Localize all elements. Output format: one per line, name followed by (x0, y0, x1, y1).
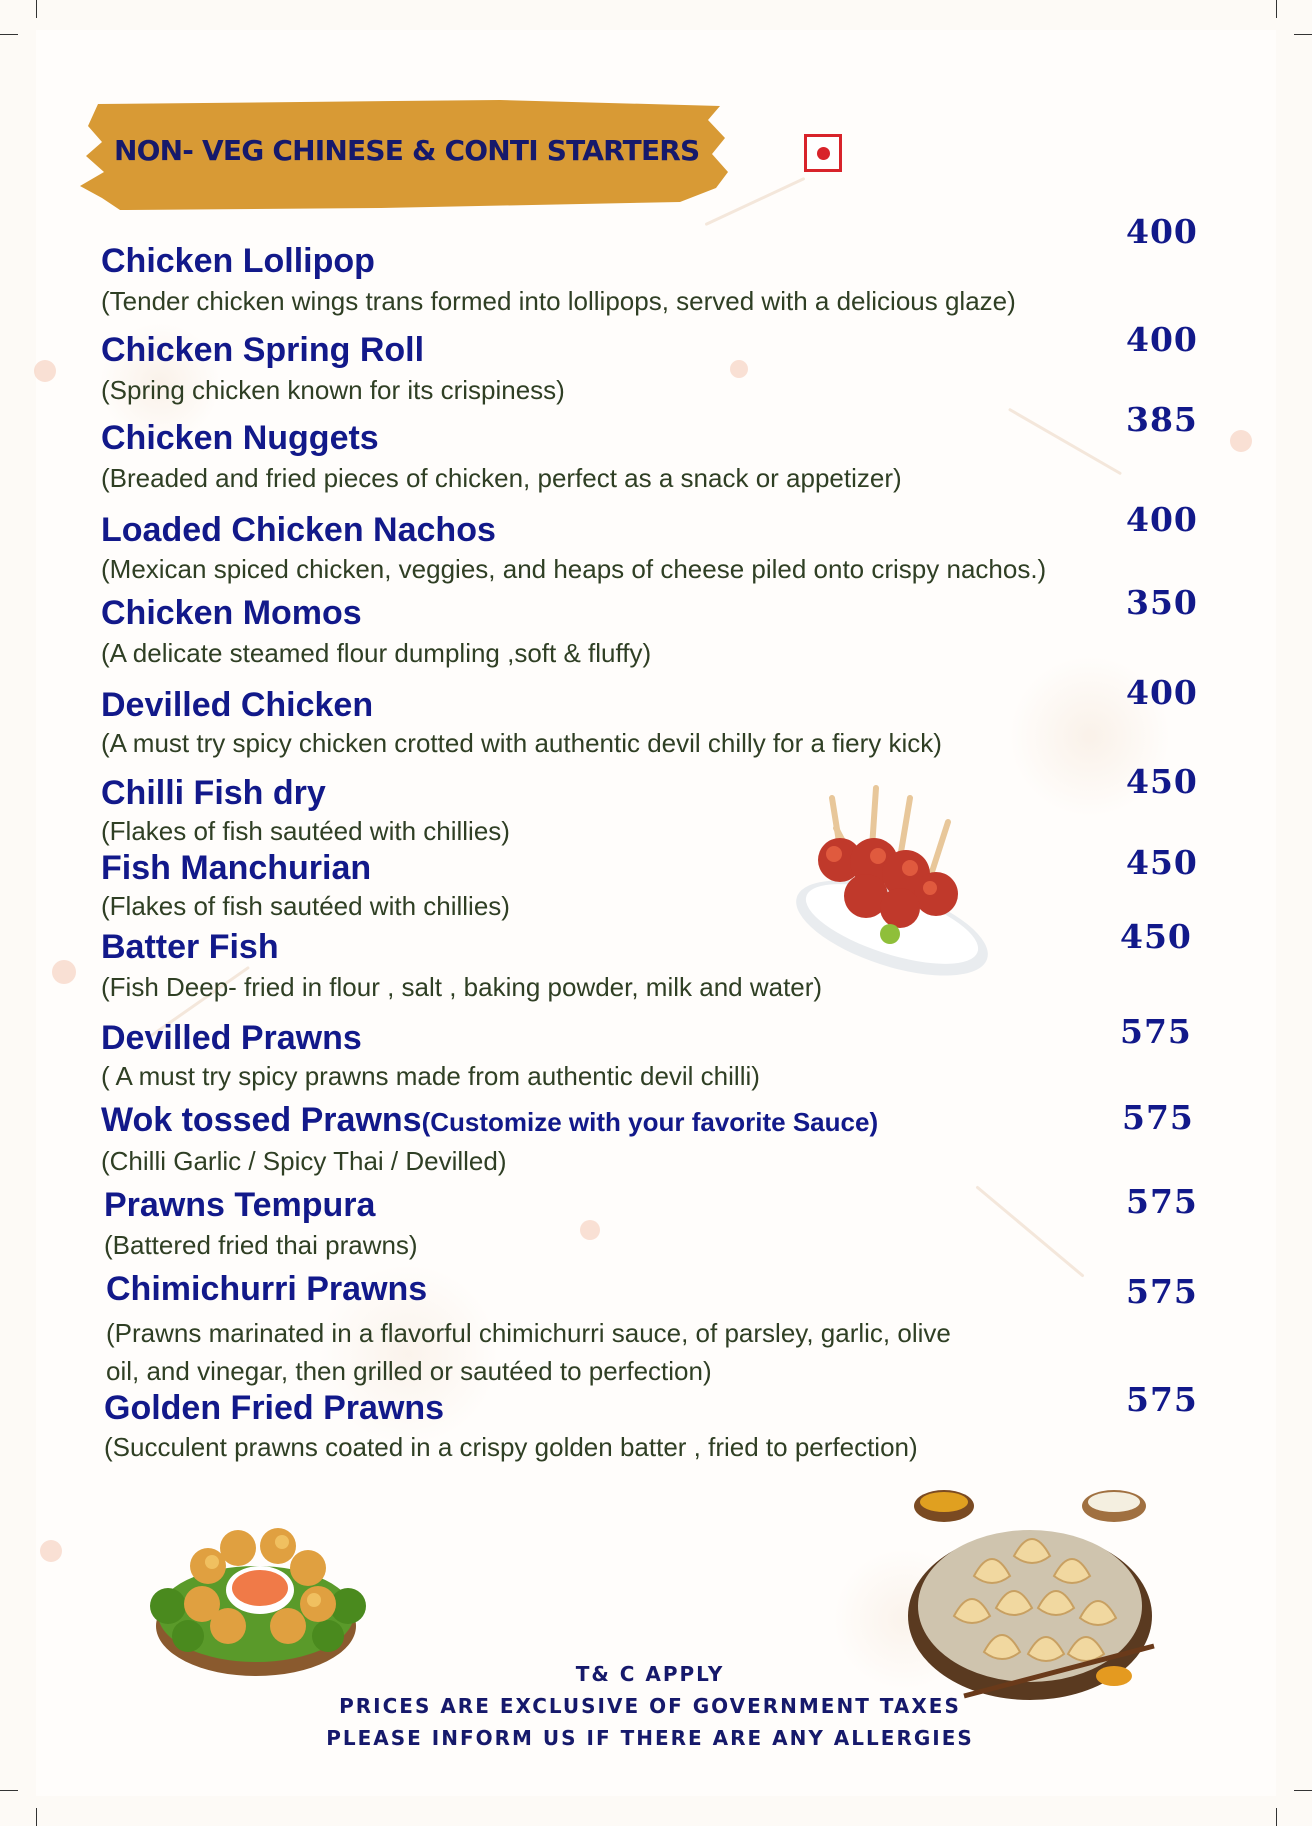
crop-mark (1276, 0, 1277, 18)
item-description: (Tender chicken wings trans formed into lollipops, served with a delicious glaze) (101, 286, 1016, 316)
item-name: Golden Fried Prawns (104, 1389, 445, 1427)
item-name: Prawns Tempura (104, 1186, 376, 1224)
item-name: Batter Fish (101, 928, 279, 966)
crop-mark (0, 34, 18, 35)
nonveg-dot-icon (804, 134, 842, 172)
item-description: (Flakes of fish sautéed with chillies) (101, 816, 510, 846)
background-doodle (580, 1220, 600, 1240)
item-description: (Mexican spiced chicken, veggies, and heaps of cheese piled onto crispy nachos.) (101, 554, 1047, 584)
item-name: Chilli Fish dry (101, 774, 326, 812)
crop-mark (0, 1790, 18, 1791)
footer-tax-note: PRICES ARE EXCLUSIVE OF GOVERNMENT TAXES (339, 1694, 961, 1718)
item-name: Loaded Chicken Nachos (101, 511, 496, 549)
crop-mark (36, 1808, 37, 1826)
section-header-banner (80, 98, 730, 210)
item-name-note: (Customize with your favorite Sauce) (421, 1107, 879, 1137)
item-price: 385 (1126, 400, 1198, 439)
crop-mark (1276, 1808, 1277, 1826)
item-price: 450 (1126, 843, 1198, 882)
item-description (106, 1314, 951, 1390)
item-name: Chicken Nuggets (101, 419, 379, 457)
crop-mark (1294, 34, 1312, 35)
crop-mark (1294, 1790, 1312, 1791)
golden-fried-prawns-image (148, 1496, 368, 1682)
item-price: 575 (1120, 1012, 1192, 1051)
background-doodle (730, 360, 748, 378)
item-name: Chimichurri Prawns (106, 1270, 428, 1308)
item-description-line: oil, and vinegar, then grilled or sautéed to perfection) (106, 1356, 712, 1386)
section-title: NON- VEG CHINESE & CONTI STARTERS (114, 134, 700, 167)
item-description: (A must try spicy chicken crotted with authentic devil chilly for a fiery kick) (101, 728, 942, 758)
item-description: ( A must try spicy prawns made from authentic devil chilli) (101, 1061, 760, 1091)
item-description: (Spring chicken known for its crispiness) (101, 375, 565, 405)
item-price: 400 (1126, 212, 1198, 251)
menu-footer (300, 1658, 1000, 1754)
item-description: (Breaded and fried pieces of chicken, perfect as a snack or appetizer) (101, 463, 902, 493)
item-price: 400 (1126, 673, 1198, 712)
item-description-line: (Prawns marinated in a flavorful chimichurri sauce, of parsley, garlic, olive (106, 1318, 951, 1348)
background-doodle (52, 960, 76, 984)
item-price: 450 (1126, 762, 1198, 801)
item-name (101, 1101, 878, 1140)
item-price: 575 (1126, 1272, 1198, 1311)
item-name: Devilled Chicken (101, 686, 374, 724)
item-name: Chicken Spring Roll (101, 331, 425, 369)
item-description: (Flakes of fish sautéed with chillies) (101, 891, 510, 921)
footer-terms: T& C APPLY (575, 1662, 725, 1686)
item-name: Chicken Momos (101, 594, 362, 632)
item-name: Chicken Lollipop (101, 242, 375, 280)
item-price: 575 (1122, 1098, 1194, 1137)
footer-allergy-note: PLEASE INFORM US IF THERE ARE ANY ALLERGIES (326, 1726, 974, 1750)
item-price: 575 (1126, 1182, 1198, 1221)
item-price: 400 (1126, 500, 1198, 539)
item-description: (A delicate steamed flour dumpling ,soft & fluffy) (101, 638, 652, 668)
item-price: 575 (1126, 1380, 1198, 1419)
item-name: Fish Manchurian (101, 849, 372, 887)
background-doodle (34, 360, 56, 382)
item-name-main: Wok tossed Prawns (101, 1101, 422, 1139)
crop-mark (36, 0, 37, 18)
item-description: (Chilli Garlic / Spicy Thai / Devilled) (101, 1146, 507, 1176)
item-name: Devilled Prawns (101, 1019, 362, 1057)
item-description: (Succulent prawns coated in a crispy golden batter , fried to perfection) (104, 1432, 918, 1462)
chicken-lollipop-image (780, 778, 1000, 978)
item-price: 400 (1126, 320, 1198, 359)
background-doodle (40, 1540, 62, 1562)
background-doodle (1230, 430, 1252, 452)
item-description: (Battered fried thai prawns) (104, 1230, 418, 1260)
item-price: 450 (1120, 917, 1192, 956)
item-price: 350 (1126, 583, 1198, 622)
item-description: (Fish Deep- fried in flour , salt , baking powder, milk and water) (101, 972, 823, 1002)
